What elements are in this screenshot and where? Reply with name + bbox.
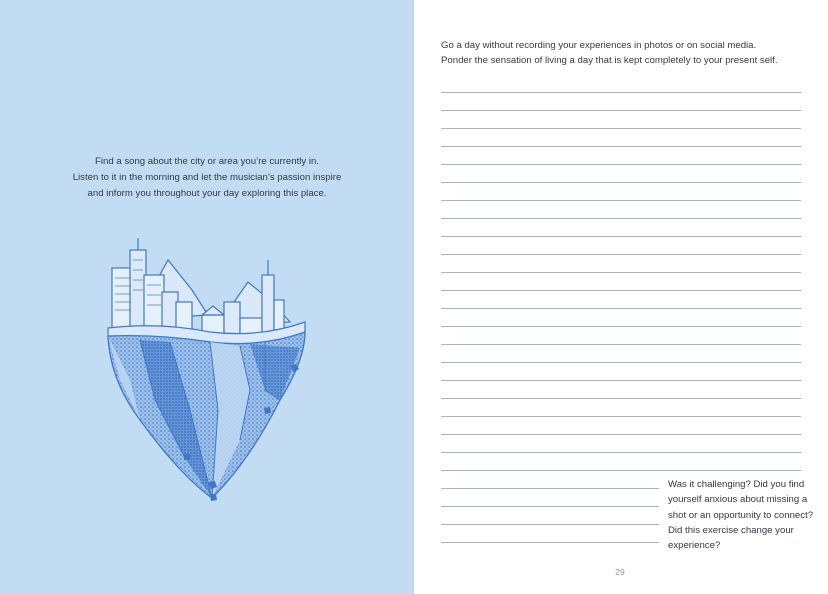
writing-line-short[interactable] (441, 506, 659, 507)
writing-line[interactable] (441, 380, 801, 381)
writing-line[interactable] (441, 308, 801, 309)
writing-line[interactable] (441, 254, 801, 255)
writing-line[interactable] (441, 362, 801, 363)
writing-line[interactable] (441, 236, 801, 237)
writing-line-short[interactable] (441, 542, 659, 543)
writing-line[interactable] (441, 92, 801, 93)
no-photos-prompt (441, 38, 801, 68)
writing-line-short[interactable] (441, 488, 659, 489)
writing-line-short[interactable] (441, 524, 659, 525)
no-photos-prompt-line: Ponder the sensation of living a day that is kept completely to your present self. (441, 55, 778, 66)
writing-line[interactable] (441, 128, 801, 129)
writing-line[interactable] (441, 434, 801, 435)
writing-line[interactable] (441, 452, 801, 453)
writing-line[interactable] (441, 326, 801, 327)
no-photos-prompt-line: Go a day without recording your experiences in photos or on social media. (441, 40, 757, 51)
writing-line[interactable] (441, 110, 801, 111)
writing-line[interactable] (441, 200, 801, 201)
writing-line[interactable] (441, 164, 801, 165)
reflection-questions (668, 477, 818, 553)
reflection-line: yourself anxious about missing a (668, 494, 808, 506)
song-prompt-line: Listen to it in the morning and let the musician’s passion inspire (72, 172, 342, 183)
writing-line[interactable] (441, 290, 801, 291)
writing-line[interactable] (441, 398, 801, 399)
reflection-line: shot or an opportunity to connect? (668, 509, 814, 521)
writing-line[interactable] (441, 146, 801, 147)
writing-line[interactable] (441, 272, 801, 273)
reflection-line: Did this exercise change your (668, 524, 794, 536)
song-prompt (40, 154, 374, 202)
song-prompt-line: Find a song about the city or area you’re currently in. (95, 156, 319, 167)
writing-line[interactable] (441, 182, 801, 183)
heart-island-illustration (100, 230, 320, 520)
song-prompt-line: and inform you throughout your day exploring this place. (87, 188, 327, 199)
writing-line[interactable] (441, 344, 801, 345)
reflection-line: Was it challenging? Did you find (668, 479, 805, 490)
writing-line[interactable] (441, 218, 801, 219)
reflection-line: experience? (668, 540, 721, 552)
writing-line[interactable] (441, 470, 801, 471)
writing-line[interactable] (441, 416, 801, 417)
page-number: 29 (615, 567, 625, 577)
